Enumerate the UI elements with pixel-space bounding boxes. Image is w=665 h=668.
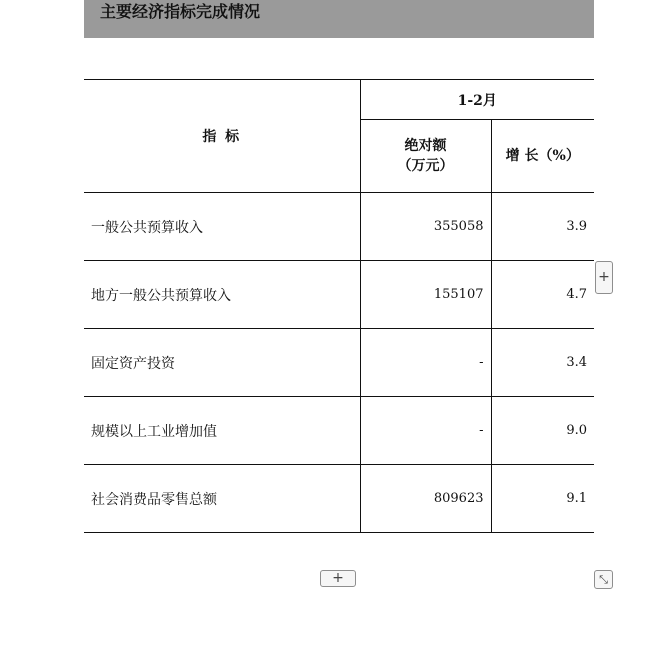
- row-growth: 3.9: [491, 193, 594, 261]
- row-name: 地方一般公共预算收入: [84, 261, 360, 329]
- row-absolute: -: [360, 329, 491, 397]
- title-bar: [84, 0, 594, 38]
- row-growth: 4.7: [491, 261, 594, 329]
- plus-icon: +: [598, 269, 610, 285]
- row-name: 固定资产投资: [84, 329, 360, 397]
- header-indicator: [84, 80, 360, 193]
- row-absolute: -: [360, 397, 491, 465]
- table-row: [84, 261, 594, 329]
- indicators-table: [84, 79, 594, 533]
- row-name: 社会消费品零售总额: [84, 465, 360, 533]
- row-name: 规模以上工业增加值: [84, 397, 360, 465]
- header-indicator-label: 指 标: [202, 129, 242, 145]
- row-growth: 9.1: [491, 465, 594, 533]
- add-column-button[interactable]: [595, 261, 613, 294]
- table-row: [84, 193, 594, 261]
- row-growth: 9.0: [491, 397, 594, 465]
- table-row: [84, 329, 594, 397]
- row-absolute: 355058: [360, 193, 491, 261]
- row-name: 一般公共预算收入: [84, 193, 360, 261]
- header-absolute-line1: 绝对额: [404, 138, 447, 154]
- row-absolute: 155107: [360, 261, 491, 329]
- resize-table-button[interactable]: [594, 570, 613, 589]
- row-absolute: 809623: [360, 465, 491, 533]
- row-growth: 3.4: [491, 329, 594, 397]
- table-row: [84, 465, 594, 533]
- header-absolute: [360, 120, 491, 193]
- page-title: 主要经济指标完成情况: [100, 2, 261, 21]
- header-growth: [491, 120, 594, 193]
- header-period: [360, 80, 594, 120]
- table-row: [84, 397, 594, 465]
- header-growth-label: 增 长（%）: [505, 148, 580, 164]
- add-row-button[interactable]: [320, 570, 356, 587]
- expand-arrows-icon: ⤡: [599, 573, 608, 586]
- header-period-label: 1-2月: [457, 92, 497, 109]
- header-row-period: [84, 80, 594, 120]
- header-absolute-line2: （万元）: [397, 158, 454, 174]
- plus-icon: +: [332, 570, 344, 586]
